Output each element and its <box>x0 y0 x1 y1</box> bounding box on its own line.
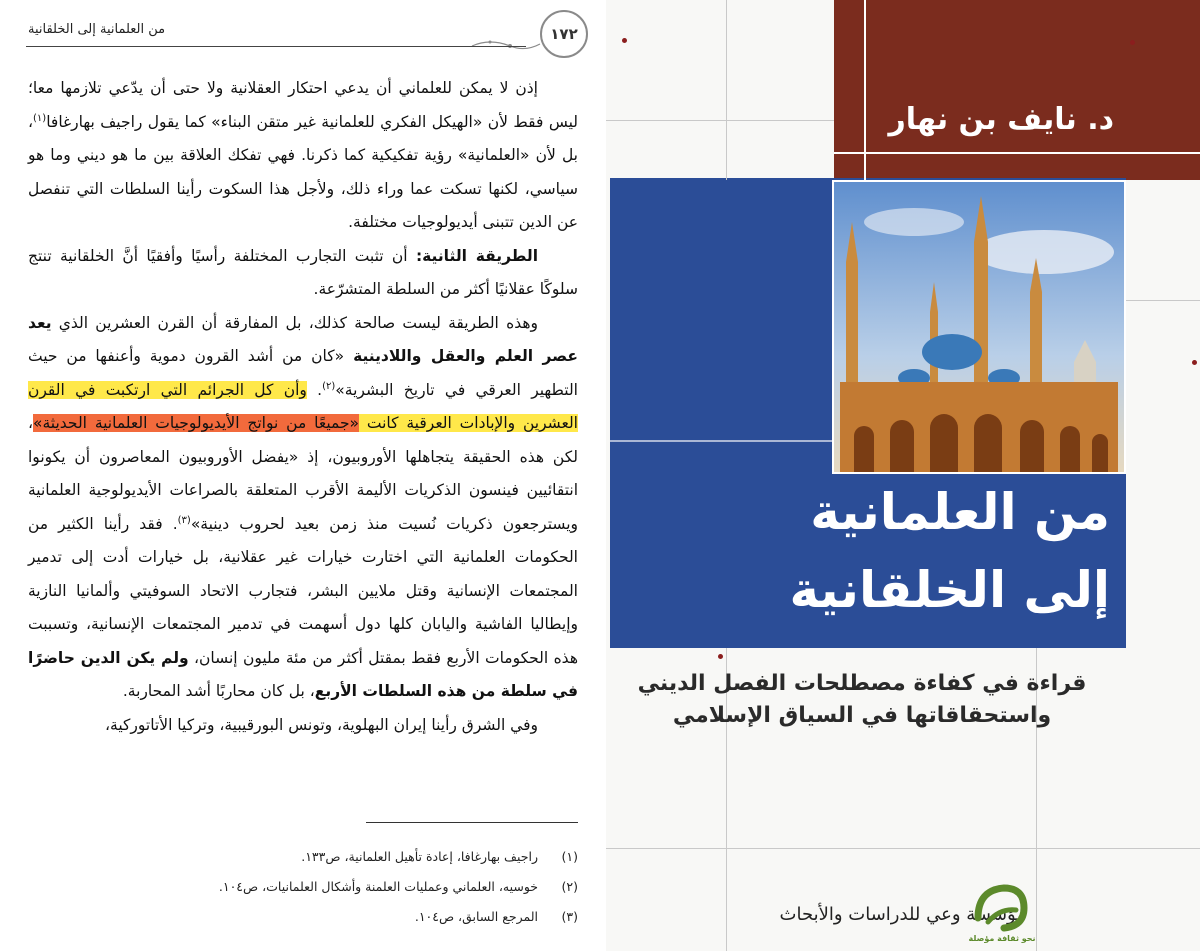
decor-dot <box>718 654 723 659</box>
page-number: ١٧٢ <box>540 10 588 58</box>
white-line <box>834 152 1200 154</box>
body-text <box>28 72 578 742</box>
footnote-ref-1: (١) <box>33 112 47 124</box>
grid-line <box>606 120 834 121</box>
footnote-rule <box>366 822 578 823</box>
footnote-ref-3: (٣) <box>177 514 191 526</box>
grid-line <box>726 0 727 180</box>
page-ornament-icon <box>470 34 550 54</box>
cover-subtitle: قراءة في كفاءة مصطلحات الفصل الديني واستحقاقاتها في السياق الإسلامي <box>637 671 1087 728</box>
footnote-3: (٣)المرجع السابق، ص١٠٤. <box>414 909 578 924</box>
footnotes <box>28 842 578 932</box>
grid-line <box>606 848 1200 849</box>
publisher-logo-icon <box>970 878 1032 940</box>
section-label: الطريقة الثانية: <box>415 246 539 265</box>
footnote-1: (١)راجيف بهارغافا، إعادة تأهيل العلمانية، ص١٣٣. <box>301 849 578 864</box>
running-head: من العلمانية إلى الخلقانية <box>28 22 166 37</box>
decor-dot <box>1192 360 1197 365</box>
highlight-orange: «جميعًا من نواتج الأيديولوجيات العلمانية الحديثة» <box>33 414 360 432</box>
footnote-ref-2: (٢) <box>322 380 336 392</box>
header-rule <box>26 46 526 47</box>
publisher-name: مؤسسة وعي للدراسات والأبحاث <box>779 904 1026 925</box>
decor-dot <box>1130 40 1135 45</box>
mosque-photo <box>832 180 1126 474</box>
paragraph-2: الطريقة الثانية: أن تثبت التجارب المختلفة رأسيًا وأفقيًا أنَّ الخلقانية تنتج سلوكًا عقلانيًا أكثر من السلطة المتشرّعة. <box>28 246 578 298</box>
logo-tagline: نحو ثقافة مؤصلة <box>968 934 1036 943</box>
book-cover <box>606 0 1200 951</box>
paragraph-4: وفي الشرق رأينا إيران البهلوية، وتونس البورقيبية، وتركيا الأتاتوركية، <box>105 715 538 734</box>
cover-title-line-2: إلى الخلقانية <box>789 561 1110 619</box>
paragraph-1: إذن لا يمكن للعلماني أن يدعي احتكار العقلانية ولا حتى أن يدّعي تلازمها معا؛ ليس فقط لأن «الهيكل الفكري للعلمانية غير متقن البناء» كما يقول راجيف بهارغافا$^{(١)}$، بل لأن «العلمانية» رؤية تفكيكية كما ذكرنا. فهي تفكك العلاقة بين ما هو ديني وما هو سياسي، لكنها تسكت عما وراء ذلك، ولأجل هذا السكوت رأينا السلطات التي تنفصل عن الدين تتبنى أيديولوجيات مختلفة. <box>28 79 578 231</box>
grid-line <box>1126 300 1200 301</box>
decor-dot <box>622 38 627 43</box>
white-line <box>610 440 832 442</box>
cover-title-line-1: من العلمانية <box>810 483 1110 541</box>
highlight-yellow: وأن كل الجرائم التي ارتكبت في القرن العشرين والإبادات العرقية كانت <box>28 380 578 432</box>
footnote-2: (٢)خوسيه، العلماني وعمليات العلمنة وأشكال العلمانيات، ص١٠٤. <box>218 879 578 894</box>
paragraph-3: وهذه الطريقة ليست صالحة كذلك، بل المفارقة أن القرن العشرين الذي يعد عصر العلم والعقل واللادينية «كان من أشد القرون دموية وأعنفها من حيث التطهير العرقي في تاريخ البشرية»$^{(٢)}$. وأن كل الجرائم التي ارتكبت في القرن العشرين والإبادات العرقية كانت «جميعًا من نواتج الأيديولوجيات العلمانية الحديثة»، لكن هذه الحقيقة يتجاهلها الأوروبيون، إذ «يفضل الأوروبيون المعاصرون أن يكونوا انتقائيين فينسون الذكريات الأليمة الأقرب المتعلقة بالصراعات الأيديولوجية العلمانية ويسترجعون ذكريات نُسيت منذ زمن بعيد لحروب دينية»$^{(٣)}$. فقد رأينا الكثير من الحكومات العلمانية التي اختارت خيارات غير عقلانية، بل خيارات أدت إلى تدمير المجتمعات الإنسانية وقتل ملايين البشر، فتجارب الاتحاد السوفيتي وألمانيا النازية وإيطاليا الفاشية واليابان كلها دول أسهمت في تدمير المجتمعات الإنسانية، وتسببت هذه الحكومات الأربع فقط بمقتل أكثر من مئة مليون إنسان، ولم يكن الدين حاضرًا في سلطة من هذه السلطات الأربع، بل كان محاربًا أشد المحاربة. <box>28 313 579 700</box>
cover-author: د. نايف بن نهار <box>888 102 1114 137</box>
